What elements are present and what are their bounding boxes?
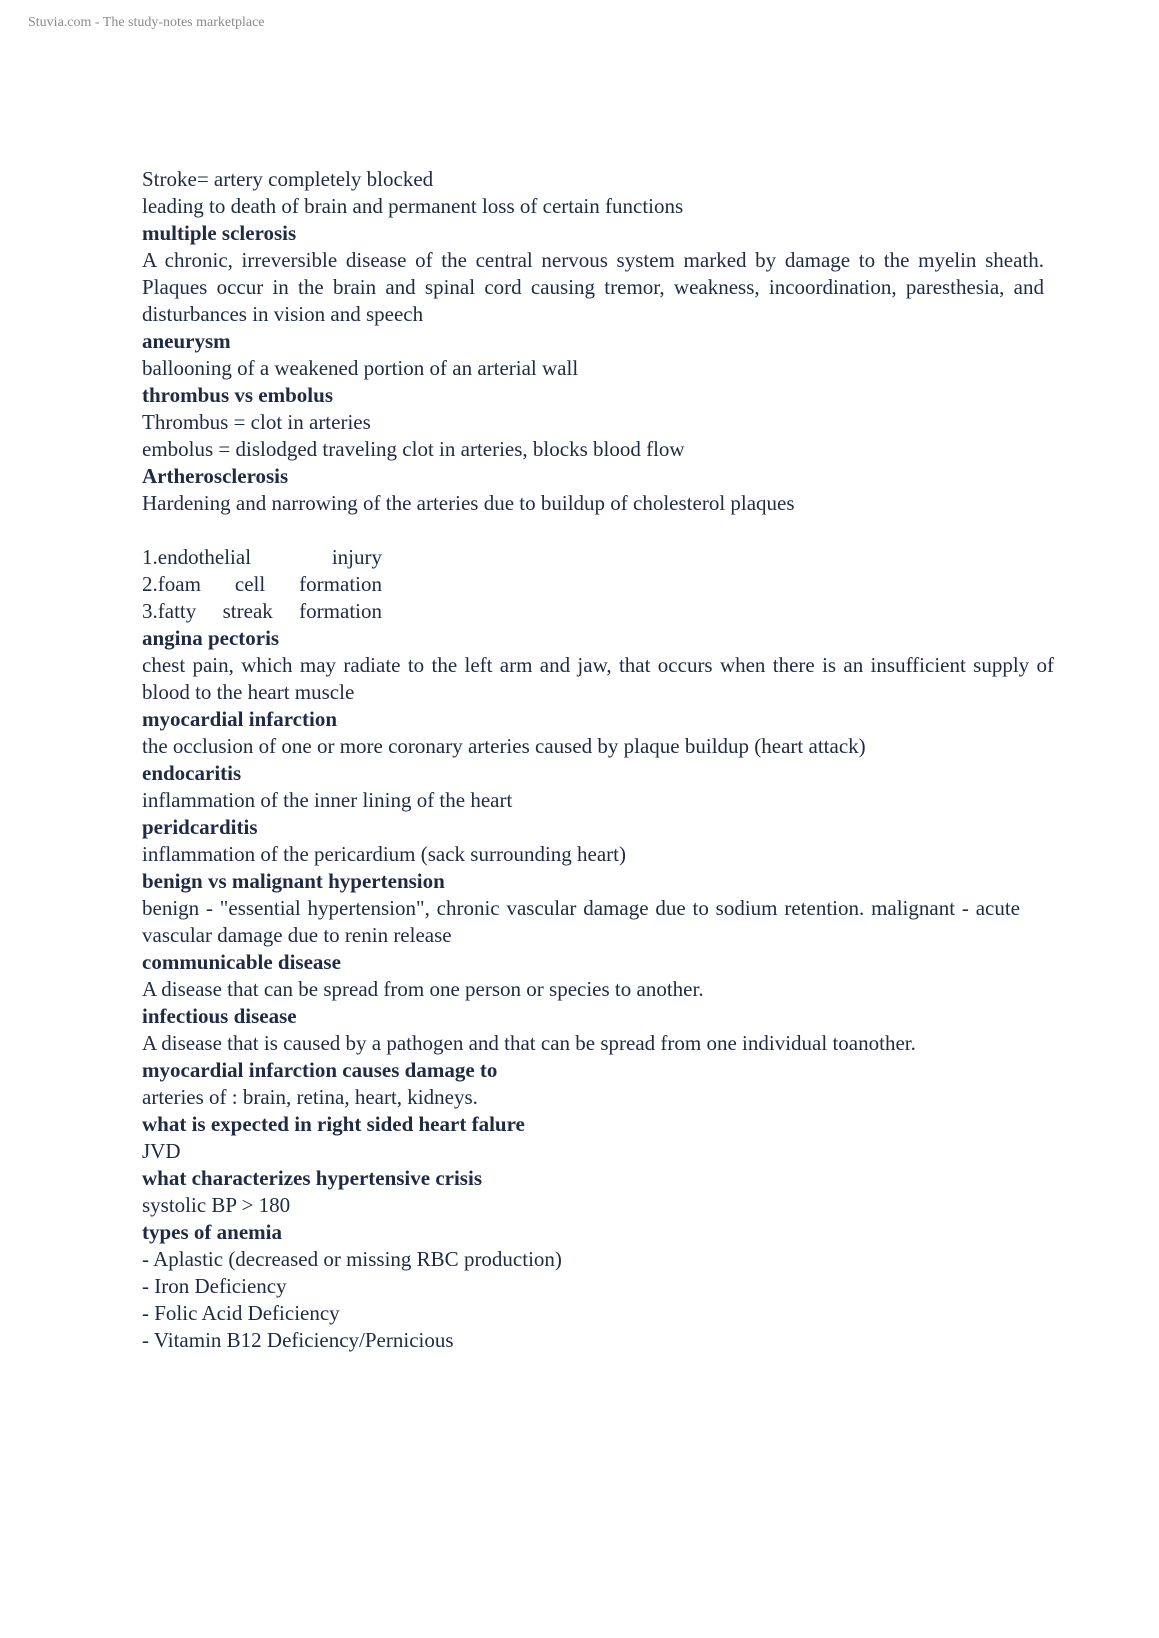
term-heading: infectious disease (142, 1004, 297, 1028)
term-definition: A chronic, irreversible disease of the central nervous system marked by damage to the myelin sheath. Plaques occur in the brain and spinal cord causing tremor, weakness, incoordination, paresthesia, and disturbances in vision and speech (142, 248, 1044, 326)
term-definition: Hardening and narrowing of the arteries due to buildup of cholesterol plaques (142, 491, 795, 515)
term-heading: Artherosclerosis (142, 464, 289, 488)
note-text: Stroke= artery completely blocked (142, 167, 434, 191)
list-item: - Aplastic (decreased or missing RBC production) (142, 1247, 562, 1271)
term-heading: multiple sclerosis (142, 221, 297, 245)
term-definition: A disease that is caused by a pathogen and that can be spread from one individual toanother. (142, 1031, 916, 1055)
term-heading: myocardial infarction (142, 707, 338, 731)
term-definition: the occlusion of one or more coronary arteries caused by plaque buildup (heart attack) (142, 734, 866, 758)
list-item: - Iron Deficiency (142, 1274, 287, 1298)
notes-body (142, 166, 1054, 1354)
term-definition: JVD (142, 1139, 181, 1163)
term-definition: ballooning of a weakened portion of an arterial wall (142, 356, 579, 380)
term-heading: myocardial infarction causes damage to (142, 1058, 498, 1082)
watermark-text: Stuvia.com - The study-notes marketplace (28, 15, 265, 30)
term-definition: A disease that can be spread from one person or species to another. (142, 977, 704, 1001)
term-heading: angina pectoris (142, 626, 280, 650)
term-heading: what characterizes hypertensive crisis (142, 1166, 482, 1190)
note-text: leading to death of brain and permanent loss of certain functions (142, 194, 684, 218)
atherosclerosis-steps (142, 544, 382, 625)
term-heading: endocaritis (142, 761, 242, 785)
term-heading: types of anemia (142, 1220, 282, 1244)
term-heading: aneurysm (142, 329, 231, 353)
term-definition: chest pain, which may radiate to the left arm and jaw, that occurs when there is an insufficient supply of blood to the heart muscle (142, 653, 1054, 704)
term-definition: inflammation of the inner lining of the heart (142, 788, 513, 812)
term-definition: benign - "essential hypertension", chronic vascular damage due to sodium retention. malignant - acute vascular damage due to renin release (142, 896, 1020, 947)
term-definition: arteries of : brain, retina, heart, kidneys. (142, 1085, 478, 1109)
term-definition: Thrombus = clot in arteries (142, 410, 371, 434)
step-item: 2.foam cell formation (142, 572, 382, 596)
blank-line (142, 517, 1050, 544)
step-item: 1.endothelial injury (142, 545, 382, 569)
term-heading: what is expected in right sided heart falure (142, 1112, 525, 1136)
list-item: - Folic Acid Deficiency (142, 1301, 340, 1325)
term-heading: benign vs malignant hypertension (142, 869, 445, 893)
term-heading: thrombus vs embolus (142, 383, 333, 407)
term-definition: systolic BP > 180 (142, 1193, 291, 1217)
term-definition: embolus = dislodged traveling clot in arteries, blocks blood flow (142, 437, 685, 461)
list-item: - Vitamin B12 Deficiency/Pernicious (142, 1328, 454, 1352)
term-heading: peridcarditis (142, 815, 258, 839)
term-definition: inflammation of the pericardium (sack surrounding heart) (142, 842, 627, 866)
term-heading: communicable disease (142, 950, 341, 974)
step-item: 3.fatty streak formation (142, 599, 382, 623)
